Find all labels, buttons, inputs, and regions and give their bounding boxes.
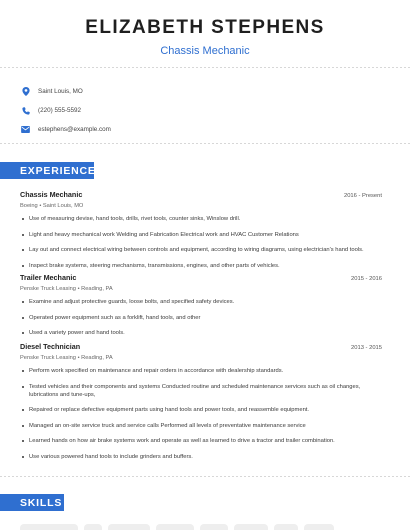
skill-chip <box>20 524 78 530</box>
contact-phone <box>21 101 111 120</box>
job-location: Saint Louis, MO <box>42 203 84 209</box>
job-dates: 2016 - Present <box>343 193 382 199</box>
header-divider <box>0 67 410 68</box>
job-entry-3 <box>20 342 382 468</box>
experience-section-heading: EXPERIENCE <box>0 162 94 179</box>
skill-chip <box>304 524 334 530</box>
separator-dot: • <box>39 203 43 209</box>
list-item: Use various powered hand tools to include grinders and buffers. <box>20 453 382 461</box>
list-item: Managed an on-site service truck and service calls Performed all levels of preventative maintenance service <box>20 422 382 430</box>
job-dates: 2015 - 2016 <box>351 276 382 282</box>
skill-chip-row <box>20 524 334 530</box>
email-icon <box>21 125 30 134</box>
job-entry-2 <box>20 273 382 345</box>
job-company: Penske Truck Leasing <box>20 355 76 361</box>
list-item: Learned hands on how air brake systems work and operate as well as learned to drive a tractor and trailer combination. <box>20 437 382 445</box>
job-location: Reading, PA <box>81 286 113 292</box>
contact-location <box>21 82 111 101</box>
job-bullets <box>20 367 382 461</box>
list-item: Examine and adjust protective guards, loose bolts, and specified safety devices. <box>20 298 382 306</box>
job-bullets <box>20 298 382 337</box>
contact-list <box>21 82 111 139</box>
resume-header <box>0 0 410 57</box>
list-item: Operated power equipment such as a forklift, hand tools, and other <box>20 314 382 322</box>
contact-email-text: estephens@example.com <box>38 126 111 133</box>
skills-section-heading: SKILLS <box>0 494 64 511</box>
list-item: Repaired or replace defective equipment parts using hand tools and power tools, and reassemble equipment. <box>20 406 382 414</box>
job-dates: 2013 - 2015 <box>351 345 382 351</box>
list-item: Used a variety power and hand tools. <box>20 329 382 337</box>
skill-chip <box>84 524 102 530</box>
list-item: Lay out and connect electrical wiring between controls and equipment, according to wiring diagrams, using electrician's hand tools. <box>20 246 382 254</box>
contact-phone-text: (220) 555-5592 <box>38 107 82 114</box>
job-title: Diesel Technician <box>20 342 81 351</box>
contact-email <box>21 120 111 139</box>
job-company-line <box>20 203 382 209</box>
skill-chip <box>234 524 268 530</box>
job-entry-1 <box>20 190 382 277</box>
job-company: Penske Truck Leasing <box>20 286 76 292</box>
job-title: Trailer Mechanic <box>20 273 77 282</box>
list-item: Use of measuring devise, hand tools, drills, rivet tools, counter sinks, Winslow drill. <box>20 215 382 223</box>
phone-icon <box>21 106 30 115</box>
list-item: Inspect brake systems, steering mechanisms, transmissions, engines, and other parts of vehicles. <box>20 262 382 270</box>
candidate-title: Chassis Mechanic <box>160 45 250 57</box>
job-location: Reading, PA <box>81 355 113 361</box>
job-bullets <box>20 215 382 270</box>
contact-location-text: Saint Louis, MO <box>38 88 83 95</box>
experience-divider <box>0 476 410 477</box>
list-item: Light and heavy mechanical work Welding and Fabrication Electrical work and HVAC Customer Relations <box>20 231 382 239</box>
list-item: Tested vehicles and their components and systems Conducted routine and scheduled maintenance services such as oil changes, lubrications and tune-ups, <box>20 383 382 399</box>
job-company-line <box>20 286 382 292</box>
job-company-line <box>20 355 382 361</box>
list-item: Perform work specified on maintenance and repair orders in accordance with dealership standards. <box>20 367 382 375</box>
contact-divider <box>0 143 410 144</box>
skill-chip <box>108 524 150 530</box>
skill-chip <box>156 524 194 530</box>
job-company: Boeing <box>20 203 38 209</box>
job-title: Chassis Mechanic <box>20 190 83 199</box>
location-pin-icon <box>21 87 30 96</box>
skill-chip <box>274 524 298 530</box>
separator-dot: • <box>77 355 82 361</box>
candidate-name: ELIZABETH STEPHENS <box>85 17 325 38</box>
separator-dot: • <box>77 286 82 292</box>
skill-chip <box>200 524 228 530</box>
